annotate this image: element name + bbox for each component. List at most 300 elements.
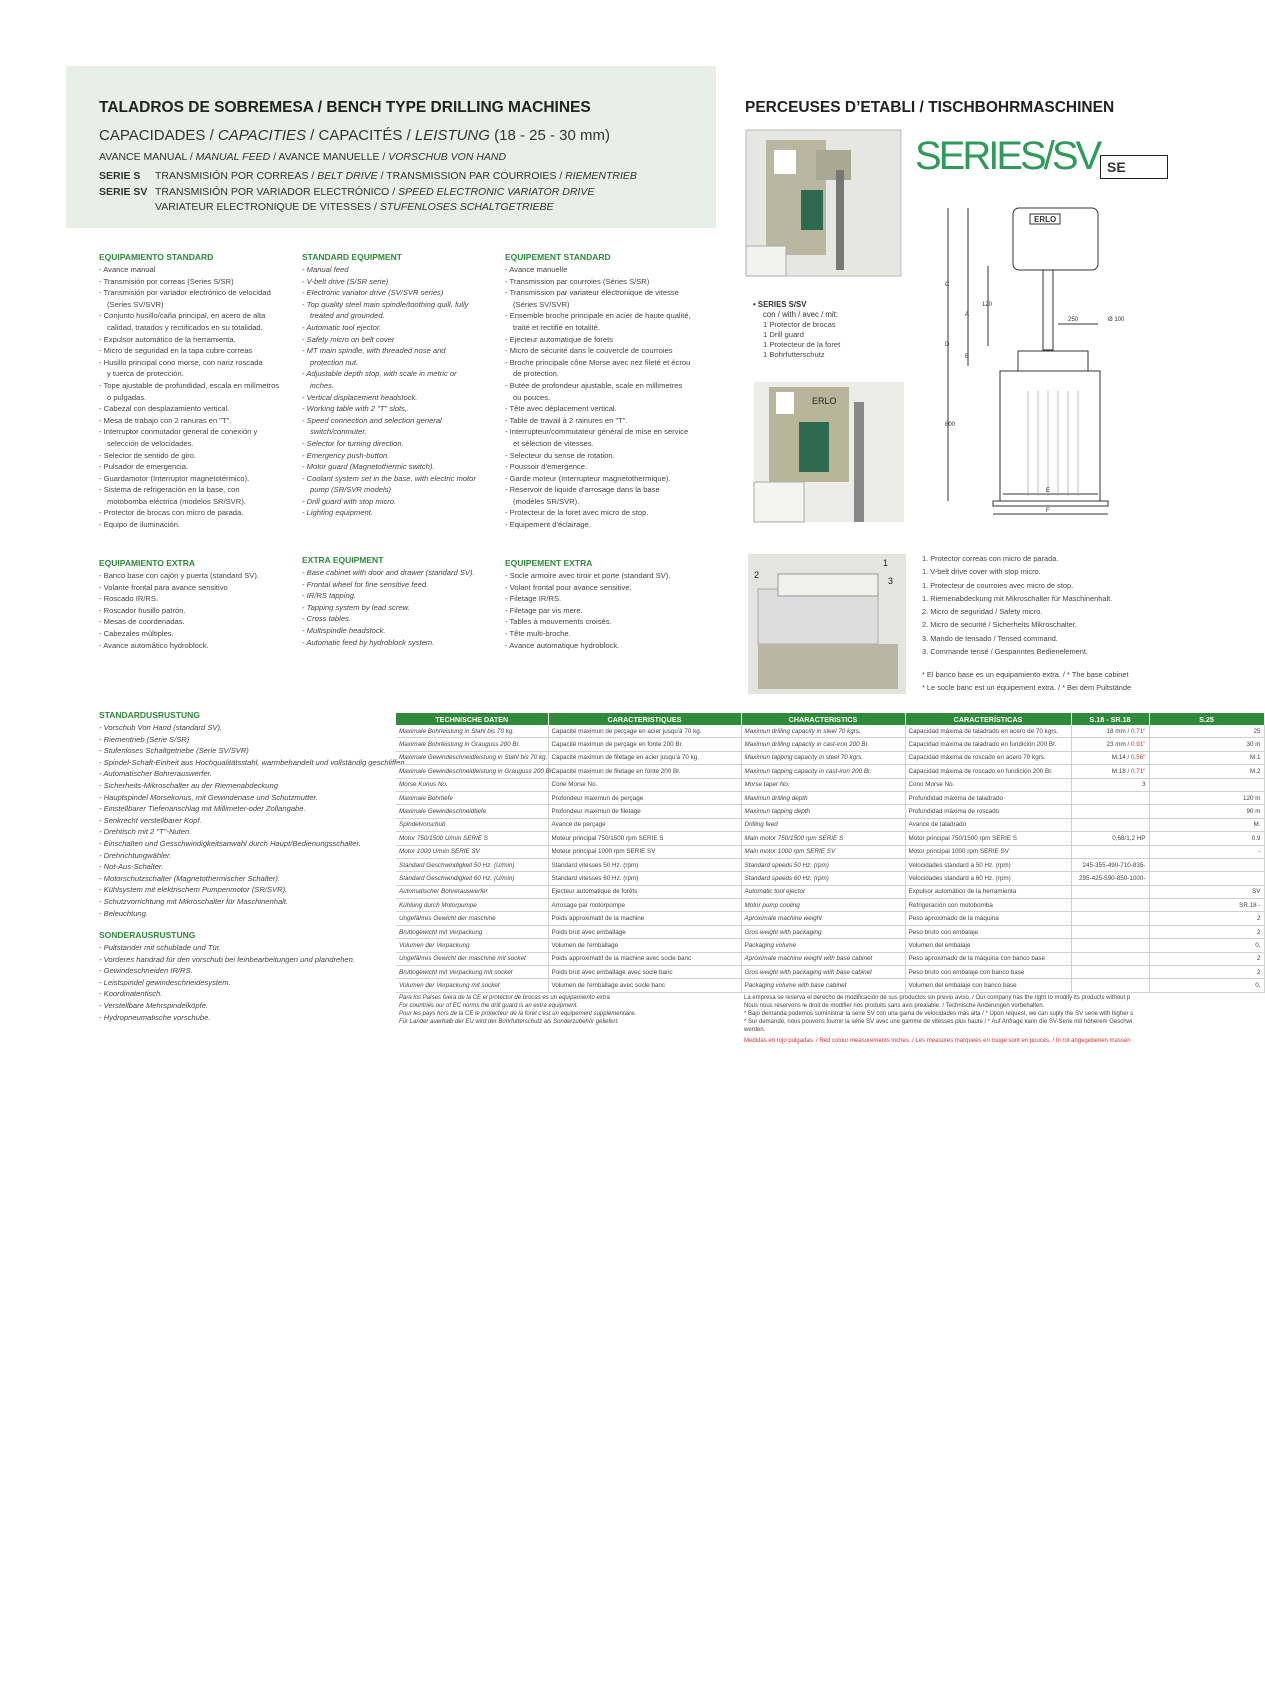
std-fr-list — [505, 264, 691, 531]
table-cell — [1071, 885, 1149, 898]
list-item: - Lighting equipment. — [302, 508, 373, 518]
list-item: - Tables à mouvements croisés. — [505, 617, 612, 627]
list-item: - Protecteur de la foret avec micro de stop. — [505, 508, 649, 518]
std-es-title: EQUIPAMIENTO STANDARD — [99, 252, 214, 262]
table-cell: Maximale Bohrleistung in Stahl bis 70 kg. — [396, 725, 548, 738]
list-item: 2. Micro de seguridad / Safety micro. — [922, 607, 1043, 617]
table-row — [396, 805, 1264, 818]
table-cell: Expulsor automático de la herramienta — [905, 885, 1071, 898]
list-item: - Tête multi-broche. — [505, 628, 571, 638]
list-item: - Hydropneumatische vorschube. — [99, 1012, 211, 1022]
callout-1: 1 — [883, 558, 889, 568]
list-item: * Bajo demanda podemos suministrar la serie SV con una gama de velocidades más alta / * Upon request, we can suply the SV serie with higher s — [744, 1011, 1134, 1017]
list-item: - Expulsor automático de la herramienta. — [99, 334, 236, 344]
callout-3: 3 — [888, 576, 894, 586]
table-cell: M.18 / 0.71" — [1071, 765, 1149, 778]
list-item: - Micro de sécurité dans le couvercle de courroies — [505, 346, 673, 356]
list-item: - Cross tables. — [302, 614, 351, 624]
table-cell: Capacidad máxima de roscado en fundición 200 Br. — [905, 765, 1071, 778]
table-cell — [1071, 925, 1149, 938]
capacities-line: CAPACIDADES / CAPACITIES / CAPACITÉS / LEISTUNG (18 - 25 - 30 mm) — [99, 127, 610, 144]
dim-label-c: C — [945, 282, 950, 288]
list-item: traité et rectifié en totalité. — [513, 322, 600, 332]
machine-brand-label: ERLO — [812, 396, 837, 406]
list-item: - Koordinatentisch. — [99, 989, 163, 999]
table-cell: Ungefähres Gewicht der maschine mit socket — [396, 952, 548, 965]
table-cell: Profundidad máxima de roscado — [905, 805, 1071, 818]
table-row — [396, 845, 1264, 858]
list-item: - Selector de sentido de giro. — [99, 450, 197, 460]
dimension-drawing — [918, 196, 1138, 521]
table-cell: Maximale Gewindeschneidleistung in Grauguss 200 Br. — [396, 765, 548, 778]
table-cell: Volumen de l'emballage — [548, 939, 741, 952]
list-item: - Automatic tool ejector. — [302, 322, 382, 332]
list-item: - Motor guard (Magnetothermic switch). — [302, 462, 435, 472]
extra-fr-title: EQUIPEMENT EXTRA — [505, 558, 593, 568]
table-row — [396, 952, 1264, 965]
table-cell: Moteur principal 750/1500 rpm SERIE S — [548, 832, 741, 845]
table-cell: M. — [1149, 818, 1264, 831]
table-cell: 2 — [1149, 952, 1264, 965]
list-item: - Automatic feed by hydroblock system. — [302, 637, 435, 647]
table-cell: Poids brut avec emballage — [548, 925, 741, 938]
list-item: inches. — [310, 380, 335, 390]
table-cell — [1149, 858, 1264, 871]
list-item: - Tête avec déplacement vertical. — [505, 404, 617, 414]
list-item: - Tope ajustable de profundidad, escala en milímetros — [99, 380, 280, 390]
list-item: 1 Protecteur de la foret — [763, 340, 841, 349]
list-item: - Gewindeschneiden IR/RS. — [99, 966, 193, 976]
list-item: - Tapping system by lead screw. — [302, 602, 410, 612]
list-item: - Mesas de coordenadas. — [99, 617, 185, 627]
list-item: - Cabezal con desplazamiento vertical. — [99, 404, 230, 414]
list-item: 1. Riemenabdeckung mit Mikroschalter für Maschinenhalt. — [922, 593, 1113, 603]
table-cell: Main motor 750/1500 rpm SERIE S — [741, 832, 905, 845]
table-cell: Motor pump cooling — [741, 899, 905, 912]
list-item: - Sicherheits-Mikroschalter au der Riemenabdeckung — [99, 780, 278, 790]
table-cell — [1071, 818, 1149, 831]
list-item: - Poussoir d'emergence. — [505, 462, 588, 472]
table-cell: Standard speeds 60 Hz. (rpm) — [741, 872, 905, 885]
table-row — [396, 979, 1264, 992]
list-item: - Adjustable depth stop, with scale in metric or — [302, 369, 457, 379]
serie-sv-line-2: VARIATEUR ELECTRONIQUE DE VITESSES / STUFENLOSES SCHALTGETRIEBE — [155, 201, 554, 213]
table-cell: Capacité maximun de filetage en fonte 200 Br. — [548, 765, 741, 778]
list-item: - Transmission par variateur éléctronique de vitesse — [505, 288, 679, 298]
table-cell: Avance de perçage — [548, 818, 741, 831]
table-cell — [1071, 912, 1149, 925]
list-item: Nous nous reservons le droit de modifier nos produits sans avis préalable. / Technische Anderungen vorbehalten. — [744, 1003, 1045, 1009]
list-item: 1. Protecteur de courroies avec micro de stop. — [922, 580, 1074, 590]
table-row — [396, 765, 1264, 778]
extra-en-list — [302, 567, 475, 648]
table-cell: Volumen der Verpackung — [396, 939, 548, 952]
list-item: - Senkrecht verstellbarer Kopf. — [99, 815, 202, 825]
table-cell — [1071, 979, 1149, 992]
list-item: 1. Protector correas con micro de parada. — [922, 554, 1059, 563]
list-item: - Conjunto husillo/caña principal, en acero de alta — [99, 311, 266, 321]
spec-table — [396, 713, 1265, 993]
dim-label-d: D — [945, 342, 950, 348]
table-cell: Kühlung durch Motorpumpe — [396, 899, 548, 912]
table-cell: Main motor 1000 rpm SERIE SV — [741, 845, 905, 858]
table-cell — [1071, 845, 1149, 858]
list-item: treated and grounded. — [310, 311, 385, 321]
list-item: - Volante frontal para avance sensitivo — [99, 582, 228, 592]
list-item: - Vorschub Von Hand (standard SV). — [99, 723, 223, 732]
table-header: S.25 — [1149, 713, 1264, 725]
accessories-block: • SERIES S/SV con / with / avec / mit: 1 Protector de brocas 1 Drill guard 1 Protecteur de la foret 1 Bohrfutterschutz — [753, 300, 841, 359]
de-std-title: STANDARDUSRUSTUNG — [99, 710, 200, 720]
dim-label-b: B — [965, 354, 970, 360]
table-cell: Ejecteur automatique de forêts — [548, 885, 741, 898]
list-item: - Multispindle headstock. — [302, 625, 386, 635]
table-cell: Velocidades standard a 50 Hz. (rpm) — [905, 858, 1071, 871]
list-item: 1. V-belt drive cover with stop micro. — [922, 567, 1041, 577]
dim-label-e: E — [1046, 488, 1051, 494]
list-item: 3. Mando de tensado / Tensed command. — [922, 633, 1058, 643]
table-cell: 2 — [1149, 966, 1264, 979]
list-item: - Pulsador de emergencia. — [99, 462, 189, 472]
list-item: - Interrupteur/commutateur général de mise en service — [505, 427, 689, 437]
list-item: - Table de travail à 2 rainures en "T". — [505, 415, 628, 425]
list-item: - Schutzvorrichtung mit Mikroschalter für Maschinenhalt. — [99, 896, 289, 906]
table-cell: 2 — [1149, 912, 1264, 925]
list-item: 1 Protector de brocas — [763, 320, 836, 329]
table-cell: M.1 — [1149, 751, 1264, 764]
list-item: 3. Commande tensé / Gespanntes Bedienelement. — [922, 647, 1088, 657]
page-title-right: PERCEUSES D’ETABLI / TISCHBOHRMASCHINEN — [745, 99, 1115, 116]
table-cell: 120 m — [1149, 791, 1264, 804]
table-cell: Spindelvorschub — [396, 818, 548, 831]
table-cell — [1149, 778, 1264, 791]
table-header: S.18 - SR.18 — [1071, 713, 1149, 725]
table-cell: 0, — [1149, 939, 1264, 952]
list-item: - Selector for turning direction. — [302, 438, 404, 448]
table-cell: Maximale Bohrleistung in Grauguss 200 Br. — [396, 738, 548, 751]
table-cell: Motor principal 750/1500 rpm SERIE S — [905, 832, 1071, 845]
table-cell: Standard vitesses 60 Hz. (rpm) — [548, 872, 741, 885]
table-row — [396, 912, 1264, 925]
list-item: - Ejecteur automatique de forets — [505, 334, 614, 344]
list-item: - Garde moteur (Interrupteur magnetothermique). — [505, 473, 671, 483]
serie-s-line: SERIE S TRANSMISIÓN POR CORREAS / BELT DRIVE / TRANSMISSION PAR COURROIES / RIEMENTRIEB — [99, 170, 637, 182]
list-item: - Drehrichtungwähler. — [99, 850, 172, 860]
table-cell: Standard speeds 50 Hz. (rpm) — [741, 858, 905, 871]
footer-right — [744, 994, 1190, 1045]
table-cell: Ungefähres Gewicht der maschine — [396, 912, 548, 925]
table-cell: Aproximate machine weight with base cabinet — [741, 952, 905, 965]
list-item: - Not-Aus-Schalter. — [99, 862, 164, 872]
table-row — [396, 925, 1264, 938]
list-item: - Socle armoire avec tiroir et porte (standard SV). — [505, 571, 671, 580]
table-cell: Maximun tapping capacity in cast-iron 200 Br. — [741, 765, 905, 778]
table-cell: 25 — [1149, 725, 1264, 738]
table-cell: 23 mm / 0.91" — [1071, 738, 1149, 751]
de-extra-title: SONDERAUSRUSTUNG — [99, 930, 196, 940]
table-cell: Avance de taladrado — [905, 818, 1071, 831]
table-row — [396, 751, 1264, 764]
table-row — [396, 778, 1264, 791]
table-cell: Moteur principal 1000 rpm SERIE SV — [548, 845, 741, 858]
table-cell: Volumen del embalaje — [905, 939, 1071, 952]
list-item: ou pouces. — [513, 392, 551, 402]
table-cell: Automatischer Bohrerauswerfer — [396, 885, 548, 898]
list-item: - Kühlsystem mit elektrischem Pumpenmotor (SR/SVR). — [99, 885, 288, 895]
table-cell: Capacidad máxima de roscado en acero 70 kgrs. — [905, 751, 1071, 764]
list-item: protection nut. — [310, 357, 359, 367]
list-item: - Spindel-Schaft-Einheit aus Hochqualitätsstahl, warmbehandelt und vollständig geschliffen.. — [99, 757, 409, 767]
list-item: - Filetage par vis mere. — [505, 605, 583, 615]
list-item: 1 Bohrfutterschutz — [763, 350, 825, 359]
base-cabinet-note: * El banco base es un equipamiento extra. / * The base cabinet * Le socle banc est un équipement extra. / * Bei dem Pultstände — [922, 670, 1132, 693]
table-row — [396, 872, 1264, 885]
feed-line: AVANCE MANUAL / MANUAL FEED / AVANCE MANUELLE / VORSCHUB VON HAND — [99, 151, 507, 163]
list-item: - Banco base con cajón y puerta (standard SV). — [99, 571, 259, 580]
table-cell — [1071, 966, 1149, 979]
table-cell: Packaging volume with base cabinet — [741, 979, 905, 992]
list-item: - Avance automatique hydroblock. — [505, 640, 620, 650]
list-item: - Beleuchtung. — [99, 908, 148, 918]
table-cell: Standard vitesses 50 Hz. (rpm) — [548, 858, 741, 871]
table-cell: - — [1149, 845, 1264, 858]
list-item: - Reservoir de liquide d'arrosage dans la base — [505, 485, 660, 495]
callout-2: 2 — [754, 570, 760, 580]
list-item: For countries our of EC norms the drill guard is an extra equipment. — [399, 1003, 579, 1009]
table-row — [396, 818, 1264, 831]
extra-es-list — [99, 570, 259, 651]
list-item: - Coolant system set in the base, with electric motor — [302, 473, 476, 483]
list-item: motobomba eléctrica (modelos SR/SVR). — [107, 496, 246, 506]
table-cell: Standard Geschwindigkeit 60 Hz. (U/min) — [396, 872, 548, 885]
table-cell: Automatic tool ejector — [741, 885, 905, 898]
table-cell — [1149, 872, 1264, 885]
page-title: TALADROS DE SOBREMESA / BENCH TYPE DRILLING MACHINES — [99, 99, 591, 116]
table-cell: 0.9 — [1149, 832, 1264, 845]
list-item: et sélection de vitesses. — [513, 438, 594, 448]
table-cell: Peso aproximado de la máquina con banco base — [905, 952, 1071, 965]
list-item: - Transmisión por variador electrónico de velocidad — [99, 288, 271, 298]
list-item: - Drill guard with stop micro. — [302, 496, 397, 506]
table-row — [396, 899, 1264, 912]
table-cell: M.14 / 0.56" — [1071, 751, 1149, 764]
table-header: CHARACTERISTICS — [741, 713, 905, 725]
table-cell: Maximun tapping capacity in steel 70 kgrs. — [741, 751, 905, 764]
list-item: * Sur demande, nous pouvons fournir la série SV avec une gamme de vitesses plus haute / * Auf Anfrage kann die SV-Serie mit höherem Geschwi — [744, 1019, 1133, 1025]
list-item: - Butée de profondeur ajustable, scale en millimetres — [505, 380, 683, 390]
list-item: - Transmission par courroies (Séries S/SR) — [505, 276, 650, 286]
dim-label-100: Ø 100 — [1108, 317, 1125, 323]
list-item: Para los Países fuera de la CE el protector de brocas es un equipamiento extra — [399, 995, 610, 1001]
list-item: - Speed connection and selection general — [302, 415, 442, 425]
table-row — [396, 738, 1264, 751]
table-row — [396, 725, 1264, 738]
list-item: switch/conmuter. — [310, 427, 367, 437]
list-item: Für Lander auerhalb der EU wird der Bohrfutterschutz als Sonderzubehör geliefert. — [399, 1019, 619, 1025]
list-item: - Ensemble broche principale en acier de haute qualité, — [505, 311, 691, 321]
table-cell — [1071, 805, 1149, 818]
list-item: - MT main spindle, with threaded nose and — [302, 346, 446, 356]
list-item: - Protector de brocas con micro de parada. — [99, 508, 244, 518]
list-item: de protection. — [513, 369, 560, 379]
table-cell: Capacidad máxima de taladrado en acero de 70 kgrs. — [905, 725, 1071, 738]
list-item: werden. — [744, 1027, 766, 1033]
de-extra-list — [99, 942, 355, 1023]
table-cell: Maximale Bohrtiefe — [396, 791, 548, 804]
table-cell: Refrigeración con motobomba — [905, 899, 1071, 912]
table-cell: Volumen de l'emballage avec socle banc — [548, 979, 741, 992]
list-item: - Einschalten und Gesschwindigkeitsanwahl durch Haupt/Bedienungsschalter. — [99, 838, 361, 848]
list-item: - V-belt drive (S/SR serie) — [302, 276, 389, 286]
detail-photo — [748, 554, 906, 694]
table-row — [396, 832, 1264, 845]
table-header: CARACTERISTIQUES — [548, 713, 741, 725]
list-item: - Automatischer Bohrerauswerfer. — [99, 769, 212, 779]
table-cell: Cone Morse No. — [548, 778, 741, 791]
extra-en-title: EXTRA EQUIPMENT — [302, 555, 384, 565]
table-cell: Morse Konus No. — [396, 778, 548, 791]
list-item: - Roscado IR/RS. — [99, 594, 159, 604]
table-cell: Maximun tapping depth — [741, 805, 905, 818]
list-item: - Motorschutzschalter (Magnetothermischer Schalter). — [99, 873, 281, 883]
list-item: - Verstellbare Mehrspindelköpfe. — [99, 1000, 209, 1010]
footer-left — [399, 994, 636, 1026]
table-cell: Profondeur maximun de perçage — [548, 791, 741, 804]
table-cell: Maximun drilling capacity in steel 70 kgrs. — [741, 725, 905, 738]
list-item: - Pultstander mit schublade und Tür. — [99, 943, 222, 952]
table-cell: Morse taper No. — [741, 778, 905, 791]
table-cell: 30 m — [1149, 738, 1264, 751]
list-item: - Guardamotor (Interruptor magnetotérmico). — [99, 473, 250, 483]
table-row — [396, 966, 1264, 979]
table-cell — [1071, 899, 1149, 912]
list-item: - Equipo de iluminación. — [99, 520, 181, 530]
list-item: - Emergency push-button. — [302, 450, 390, 460]
table-cell: 18 mm / 0.71" — [1071, 725, 1149, 738]
list-item: - Interruptor conmutador general de conexión y — [99, 427, 258, 437]
table-cell: Peso bruto con embalaje — [905, 925, 1071, 938]
dim-label-800: 800 — [945, 422, 956, 428]
table-cell: Packaging volume — [741, 939, 905, 952]
table-row — [396, 791, 1264, 804]
table-cell: Aproximate machine weight — [741, 912, 905, 925]
table-cell: M.2 — [1149, 765, 1264, 778]
table-cell: Capacité maximun de perçage en fonte 200 Br. — [548, 738, 741, 751]
series-tab: SE — [1100, 155, 1168, 179]
list-item: y tuerca de protección. — [107, 369, 184, 379]
drawing-logo-label: ERLO — [1034, 215, 1057, 224]
table-cell: Maximun drilling depth — [741, 791, 905, 804]
table-row — [396, 939, 1264, 952]
table-cell: 0,68/1,2 HP — [1071, 832, 1149, 845]
table-cell: Profundidad máxima de taladrado — [905, 791, 1071, 804]
table-cell: 245-355-490-710-835- — [1071, 858, 1149, 871]
list-item: - Frontal wheel for fine sensitive feed. — [302, 579, 429, 589]
list-item: - Stufenloses Schaltgetriebe (Serie SV/SVR) — [99, 746, 249, 756]
std-fr-title: EQUIPEMENT STANDARD — [505, 252, 611, 262]
list-item: - Vorderes handrad für den vorschub bei feinbearbeitungen und plandrehen. — [99, 954, 355, 964]
list-item: 1 Drill guard — [763, 330, 804, 339]
table-cell: Capacidad máxima de taladrado en fundición 200 Br. — [905, 738, 1071, 751]
table-cell: 3 — [1071, 778, 1149, 791]
parts-notes — [922, 552, 1112, 658]
list-item: pump (SR/SVR models) — [310, 485, 392, 495]
series-logo: SERIES/SV — [915, 134, 1100, 178]
table-cell: SR.18 - — [1149, 899, 1264, 912]
table-cell: Motor 1000 U/min SERIE SV — [396, 845, 548, 858]
table-cell: 295-425-590-850-1000- — [1071, 872, 1149, 885]
list-item: - Selecteur du sense de rotation. — [505, 450, 615, 460]
list-item: - Sistema de refrigeración en la base, con — [99, 485, 240, 495]
list-item: selección de velocidades. — [107, 438, 194, 448]
list-item: - Drehtisch mit 2 "T"-Nuten. — [99, 827, 192, 837]
list-item: - Leistspindel gewindeschneidesystem. — [99, 977, 231, 987]
serie-sv-line: SERIE SV TRANSMISIÓN POR VARIADOR ELECTRÓNICO / SPEED ELECTRONIC VARIATOR DRIVE — [99, 186, 595, 198]
list-item: - Safety micro on belt cover — [302, 334, 395, 344]
machine-photo-1 — [746, 130, 901, 276]
dim-label-250: 250 — [1068, 317, 1079, 323]
table-cell: Capacité maximun de perçage en acier jusqu'à 70 kg. — [548, 725, 741, 738]
table-cell: Peso bruto con embalaje con banco base — [905, 966, 1071, 979]
table-cell: Maximun drilling capacity in cast-iron 200 Br. — [741, 738, 905, 751]
table-cell: Standard Geschwindigkeit 50 Hz. (U/min) — [396, 858, 548, 871]
std-en-title: STANDARD EQUIPMENT — [302, 252, 402, 262]
table-row — [396, 858, 1264, 871]
table-cell: Poids brut avec emballage avec socle banc — [548, 966, 741, 979]
table-cell: 0, — [1149, 979, 1264, 992]
list-item: - Electronic variator drive (SV/SVR series) — [302, 288, 444, 298]
table-cell: Maximale Gewindeschneidtiefe — [396, 805, 548, 818]
list-item: - Einstellbarer Tiefenanschlag mit Millimeter-oder Zollangabe. — [99, 804, 306, 814]
list-item: - Broche principale cône Morse avec nez fileté et écrou — [505, 357, 691, 367]
table-cell: Bruttogewicht mit Verpackung mit socket — [396, 966, 548, 979]
table-cell: Motor principal 1000 rpm SERIE SV — [905, 845, 1071, 858]
spec-table-wrap — [396, 713, 1261, 993]
list-item: - IR/RS tapping. — [302, 591, 357, 601]
list-item: - Filetage IR/RS. — [505, 594, 562, 604]
table-cell: Capacité maximun de filetage en acier jusqu'à 70 kg. — [548, 751, 741, 764]
list-item: - Mesa de trabajo con 2 ranuras en "T". — [99, 415, 232, 425]
table-cell: Gros weight with packaging with base cabinet — [741, 966, 905, 979]
list-item: La empresa se reserva el derecho de modificación de sus productos sin previo aviso. / Our company has the right to modify its products without p — [744, 995, 1131, 1001]
list-item: o pulgadas. — [107, 392, 147, 402]
list-item: Pour les pays hors de la CE le protecteur de la foret c'est un equipement supplémentaire. — [399, 1011, 637, 1017]
table-cell: Poids approximatif de la machine avec socle banc — [548, 952, 741, 965]
list-item: - Volant frontal pour avance sensitive. — [505, 582, 632, 592]
table-cell: Bruttogewicht mit Verpackung — [396, 925, 548, 938]
table-cell: Maximale Gewindeschneidleistung in Stahl bis 70 kg. — [396, 751, 548, 764]
table-cell: Drilling feed — [741, 818, 905, 831]
table-cell: Poids approximatif de la machine — [548, 912, 741, 925]
std-en-list — [302, 264, 476, 519]
list-item: - Roscador husillo patrón. — [99, 605, 186, 615]
list-item: - Micro de seguridad en la tapa cubre correas — [99, 346, 253, 356]
table-cell: SV — [1149, 885, 1264, 898]
list-item: 2. Micro de securité / Sicherheits Mikroschalter. — [922, 620, 1077, 630]
table-cell: Arrosage par motorpompe — [548, 899, 741, 912]
table-cell — [1071, 952, 1149, 965]
table-cell: Velocidades standard a 60 Hz. (rpm) — [905, 872, 1071, 885]
table-cell: Motor 750/1500 U/min SERIE S — [396, 832, 548, 845]
list-item: - Avance automático hydroblock. — [99, 640, 209, 650]
table-cell — [1071, 939, 1149, 952]
list-item: - Riementrieb (Serie S/SR) — [99, 734, 190, 744]
list-item: (Séries SV/SVR) — [513, 299, 570, 309]
table-header: CARACTERÍSTICAS — [905, 713, 1071, 725]
list-item: - Top quality steel main spindle/toothing quill, fully — [302, 299, 469, 309]
list-item: - Equipement d'éclairage. — [505, 520, 591, 530]
list-item: - Working table with 2 "T" slots,. — [302, 404, 410, 414]
